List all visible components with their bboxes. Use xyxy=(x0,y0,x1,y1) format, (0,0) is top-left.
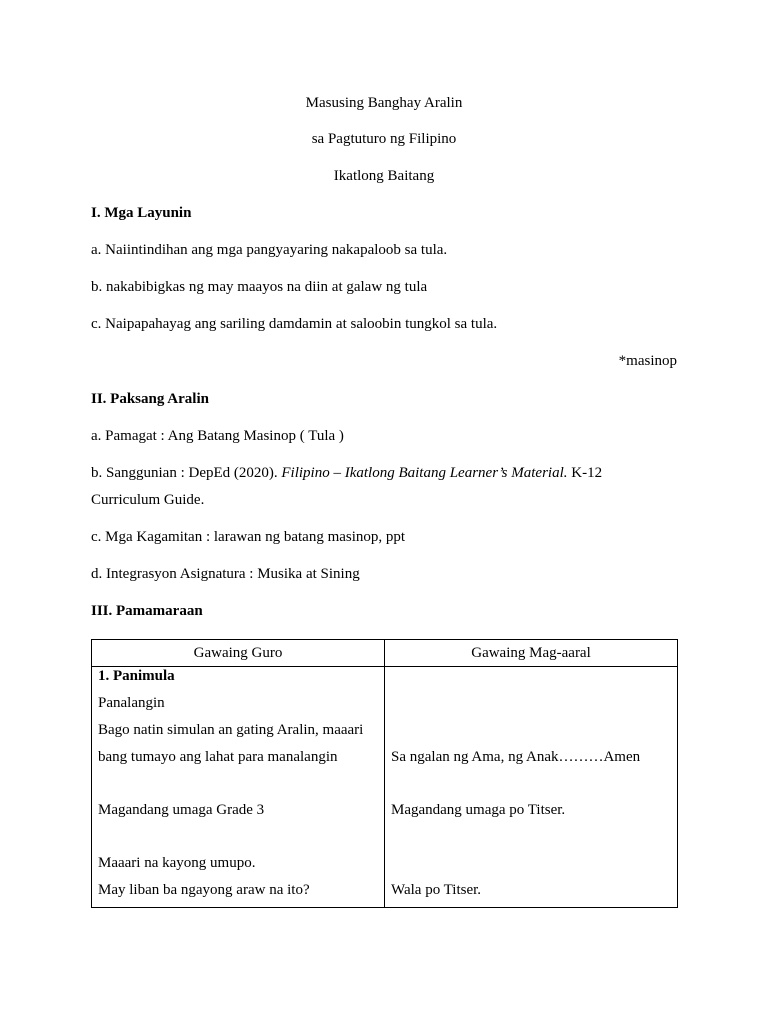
objective-a: a. Naiintindihan ang mga pangyayaring nakapaloob sa tula. xyxy=(91,242,448,258)
table-header-row xyxy=(92,640,678,667)
sanggunian-line2: Curriculum Guide. xyxy=(91,492,205,508)
panimula-heading: 1. Panimula xyxy=(98,668,175,684)
pamagat-line: a. Pamagat : Ang Batang Masinop ( Tula ) xyxy=(91,428,344,444)
guro-line: Bago natin simulan an gating Aralin, maaari xyxy=(98,722,364,738)
guro-line: Maaari na kayong umupo. xyxy=(98,855,256,871)
guro-line: May liban ba ngayong araw na ito? xyxy=(98,882,310,898)
section-heading-layunin: I. Mga Layunin xyxy=(91,205,192,221)
table-row xyxy=(92,667,678,908)
magaaral-cell xyxy=(385,667,678,908)
procedure-table xyxy=(91,639,678,908)
guro-line: Magandang umaga Grade 3 xyxy=(98,802,265,818)
value-note: *masinop xyxy=(618,353,677,369)
sanggunian-title: Filipino – Ikatlong Baitang Learner’s Material. xyxy=(281,465,568,481)
objective-b: b. nakabibigkas ng may maayos na diin at galaw ng tula xyxy=(91,279,428,295)
sanggunian-line xyxy=(91,464,602,482)
objective-c: c. Naipapahayag ang sariling damdamin at saloobin tungkol sa tula. xyxy=(91,316,498,332)
integrasyon-line: d. Integrasyon Asignatura : Musika at Sining xyxy=(91,566,360,582)
sanggunian-prefix: b. Sanggunian : DepEd (2020). xyxy=(91,465,282,481)
column-header-magaaral: Gawaing Mag-aaral xyxy=(385,640,678,667)
doc-subtitle: sa Pagtuturo ng Filipino xyxy=(311,131,457,147)
guro-cell xyxy=(92,667,385,908)
magaaral-line: Magandang umaga po Titser. xyxy=(391,802,566,818)
magaaral-line: Wala po Titser. xyxy=(391,882,482,898)
guro-line: bang tumayo ang lahat para manalangin xyxy=(98,749,338,765)
sanggunian-suffix: K-12 xyxy=(567,465,603,481)
kagamitan-line: c. Mga Kagamitan : larawan ng batang masinop, ppt xyxy=(91,529,406,545)
section-heading-paksang-aralin: II. Paksang Aralin xyxy=(91,391,209,407)
magaaral-line: Sa ngalan ng Ama, ng Anak………Amen xyxy=(391,749,641,765)
guro-line: Panalangin xyxy=(98,695,165,711)
column-header-guro: Gawaing Guro xyxy=(92,640,385,667)
section-heading-pamamaraan: III. Pamamaraan xyxy=(91,603,203,619)
doc-title: Masusing Banghay Aralin xyxy=(305,95,463,111)
grade-level: Ikatlong Baitang xyxy=(333,168,435,184)
